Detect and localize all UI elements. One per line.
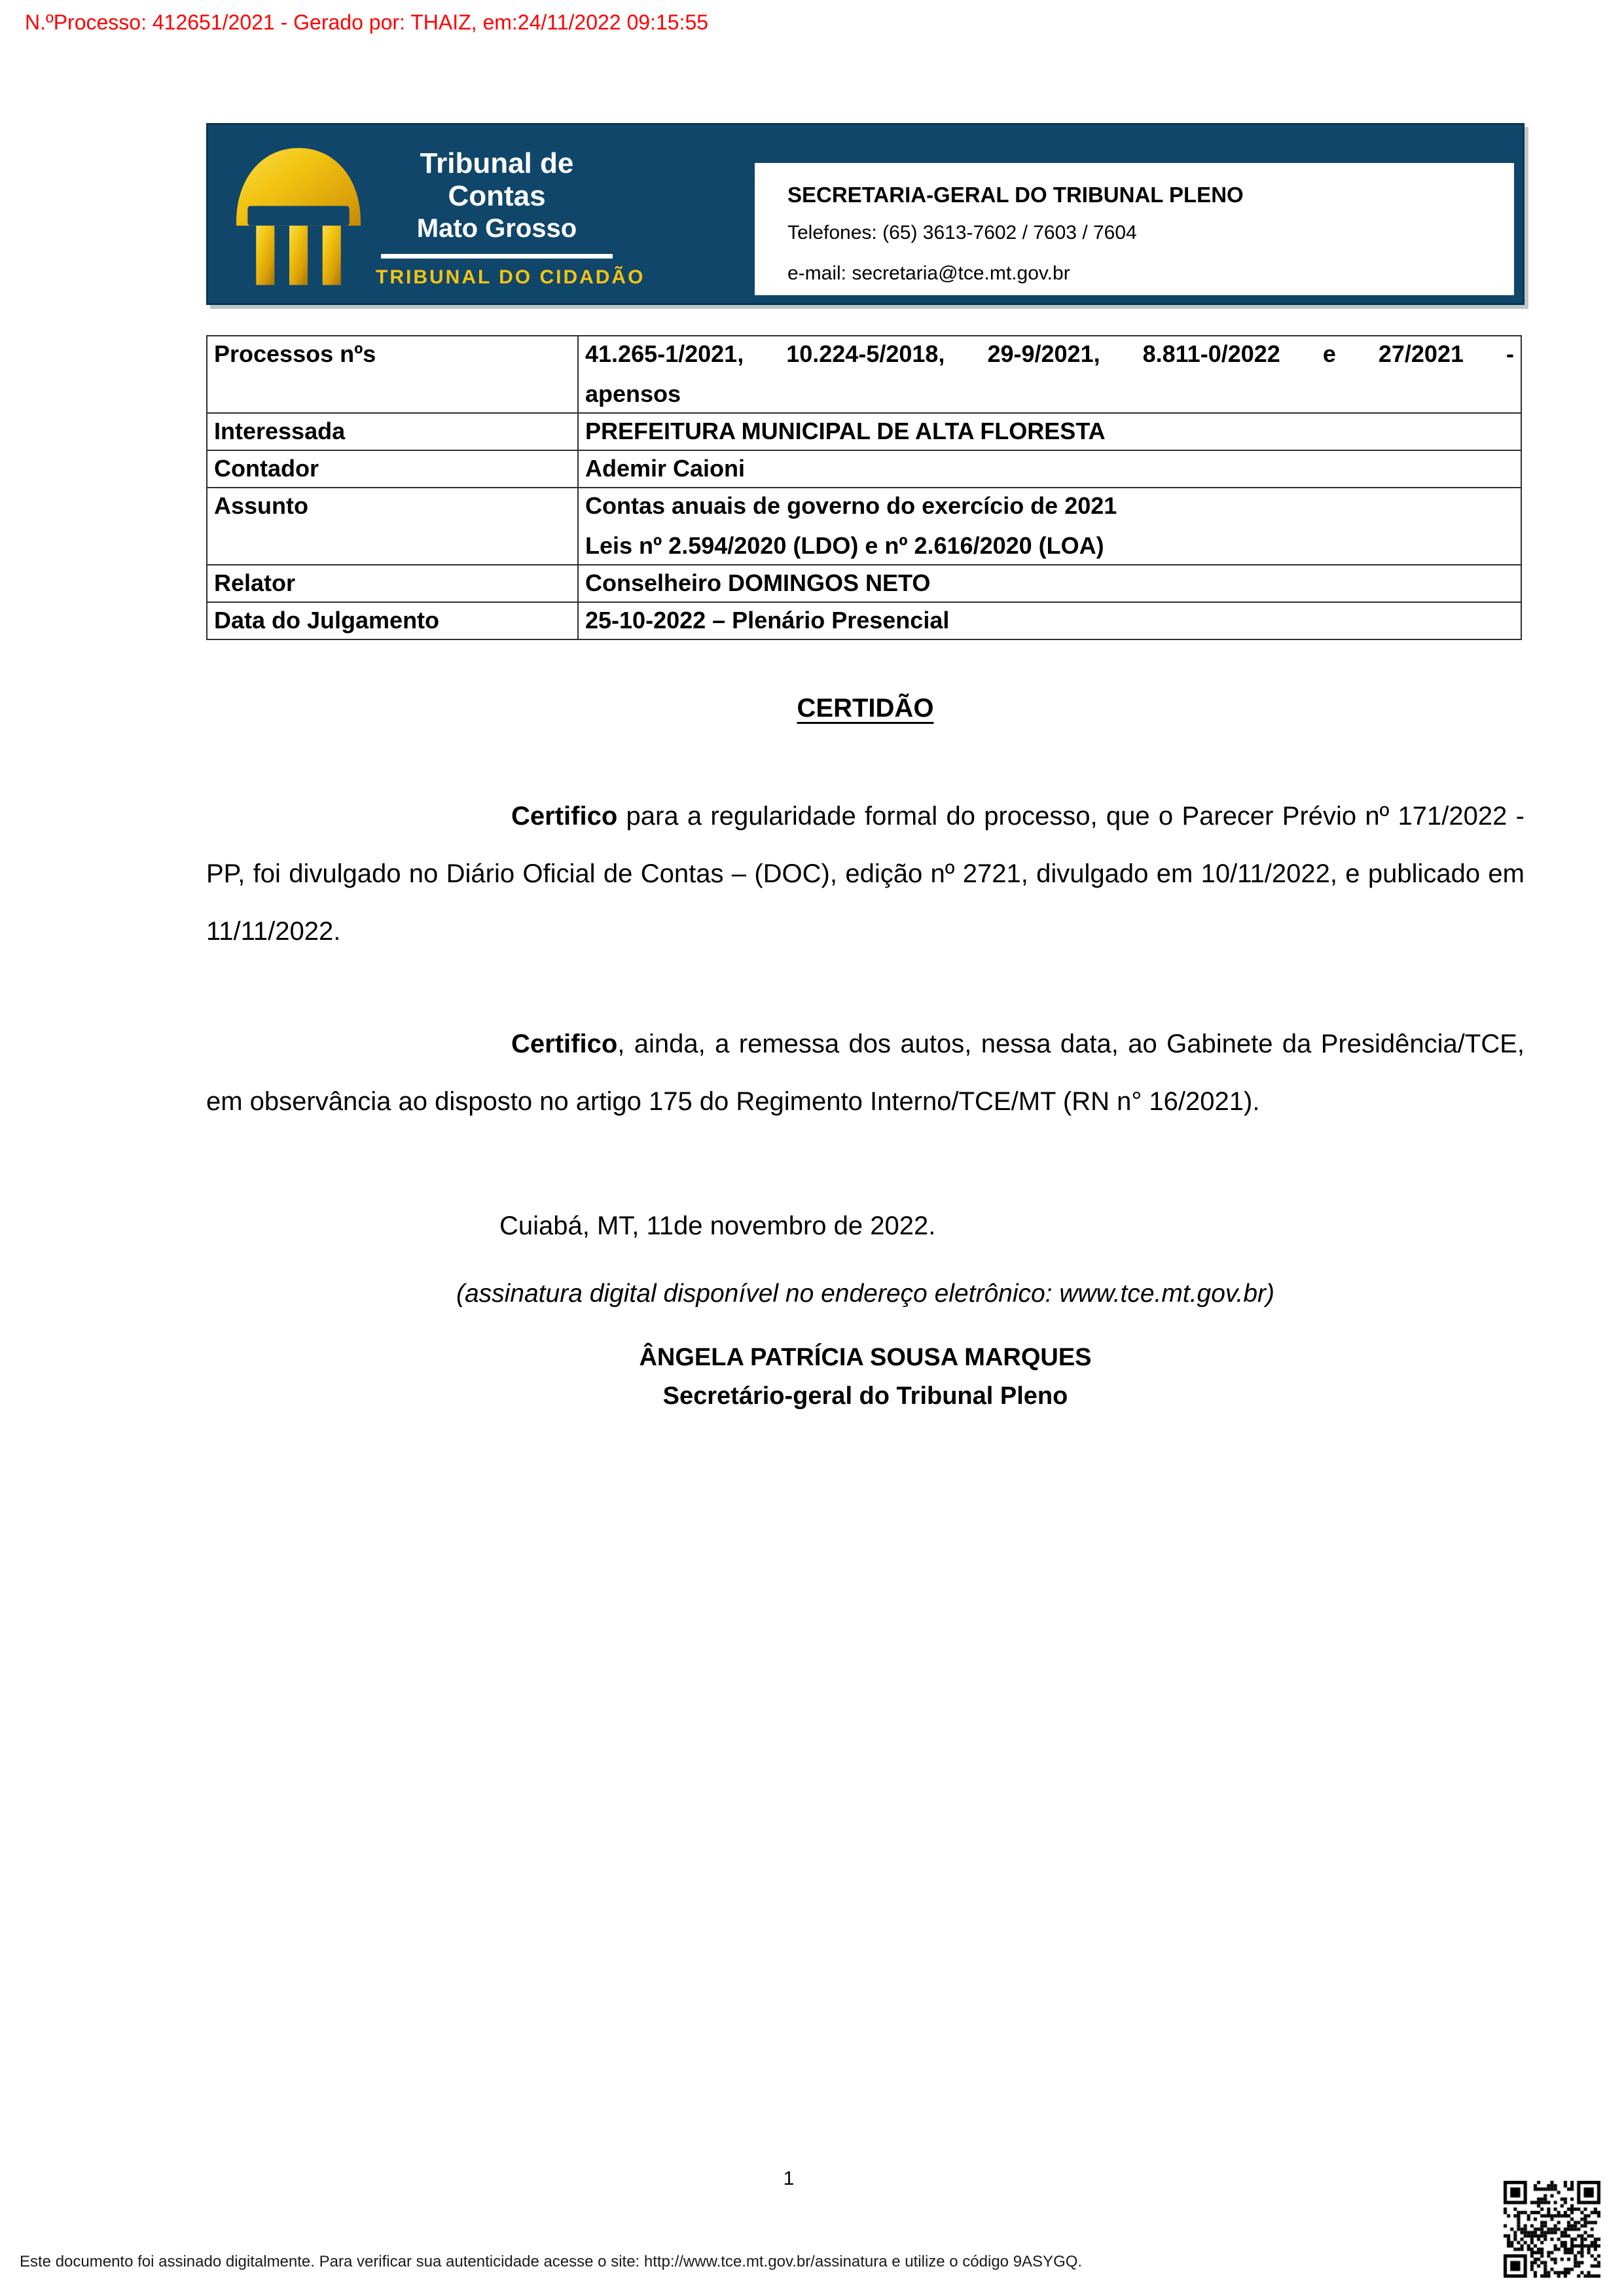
paragraph-1-text: para a regularidade formal do processo, que o Parecer Prévio nº 171/2022 - PP, foi divulgado no Diário Oficial de Contas – (DOC), edição nº 2721, divulgado em 10/11/2022, e publicado em 11/11/2022.	[206, 802, 1525, 946]
subject-line2: Leis nº 2.594/2020 (LDO) e nº 2.616/2020 (LOA)	[585, 532, 1104, 559]
header-banner	[206, 123, 1525, 305]
paragraph-2	[206, 1015, 1525, 1130]
tribunal-columns-icon	[228, 138, 369, 290]
table-row	[207, 602, 1521, 639]
department-email: e-mail: secretaria@tce.mt.gov.br	[787, 262, 1070, 284]
authenticity-footer: Este documento foi assinado digitalmente. Para verificar sua autenticidade acesse o site: http://www.tce.mt.gov.br/assinatura e utilize o código 9ASYGQ.	[20, 2253, 1083, 2270]
signer-name: ÂNGELA PATRÍCIA SOUSA MARQUES	[639, 1344, 1092, 1371]
process-numbers-line1: 41.265-1/2021, 10.224-5/2018, 29-9/2021, 8.811-0/2022 e 27/2021 -	[585, 340, 1514, 367]
row-label: Interessada	[207, 413, 578, 450]
paragraph-2-lead: Certifico	[511, 1030, 618, 1058]
date-line: Cuiabá, MT, 11de novembro de 2022.	[499, 1211, 936, 1240]
document-body	[206, 640, 1525, 1416]
row-value: PREFEITURA MUNICIPAL DE ALTA FLORESTA	[578, 413, 1521, 450]
paragraph-2-text: , ainda, a remessa dos autos, nessa data, ao Gabinete da Presidência/TCE, em observância ao disposto no artigo 175 do Regimento Interno/TCE/MT (RN n° 16/2021).	[206, 1030, 1525, 1116]
row-label: Assunto	[207, 488, 578, 565]
department-title: SECRETARIA-GERAL DO TRIBUNAL PLENO	[787, 183, 1244, 207]
org-divider	[381, 254, 613, 259]
page-number: 1	[783, 2168, 795, 2189]
row-label: Data do Julgamento	[207, 602, 578, 639]
table-row	[207, 488, 1521, 565]
row-value: Conselheiro DOMINGOS NETO	[578, 565, 1521, 602]
signer-role: Secretário-geral do Tribunal Pleno	[662, 1382, 1068, 1410]
document-title: CERTIDÃO	[797, 694, 934, 723]
row-value: Ademir Caioni	[578, 450, 1521, 488]
department-box	[755, 163, 1514, 295]
row-label: Relator	[207, 565, 578, 602]
row-label: Processos nºs	[207, 336, 578, 413]
table-row	[207, 336, 1521, 413]
row-label: Contador	[207, 450, 578, 488]
case-info-table	[206, 335, 1522, 640]
table-row	[207, 565, 1521, 602]
org-subtitle: Mato Grosso	[416, 214, 577, 243]
digital-signature-note: (assinatura digital disponível no endereço eletrônico: www.tce.mt.gov.br)	[456, 1280, 1275, 1308]
table-row	[207, 413, 1521, 450]
process-header-line: N.ºProcesso: 412651/2021 - Gerado por: THAIZ, em:24/11/2022 09:15:55	[25, 10, 709, 34]
org-title: Tribunal de Contas	[420, 147, 574, 212]
org-tagline: TRIBUNAL DO CIDADÃO	[376, 266, 645, 288]
tce-logo	[208, 125, 369, 303]
process-numbers-line2: apensos	[585, 380, 681, 407]
paragraph-1-lead: Certifico	[511, 802, 618, 831]
row-value: 25-10-2022 – Plenário Presencial	[578, 602, 1521, 639]
org-identity	[376, 147, 645, 303]
department-phones: Telefones: (65) 3613-7602 / 7603 / 7604	[787, 222, 1137, 243]
paragraph-1	[206, 787, 1525, 960]
row-value	[578, 336, 1521, 413]
subject-line1: Contas anuais de governo do exercício de 2021	[585, 492, 1117, 519]
row-value	[578, 488, 1521, 565]
qr-code	[1504, 2181, 1600, 2278]
table-row	[207, 450, 1521, 488]
